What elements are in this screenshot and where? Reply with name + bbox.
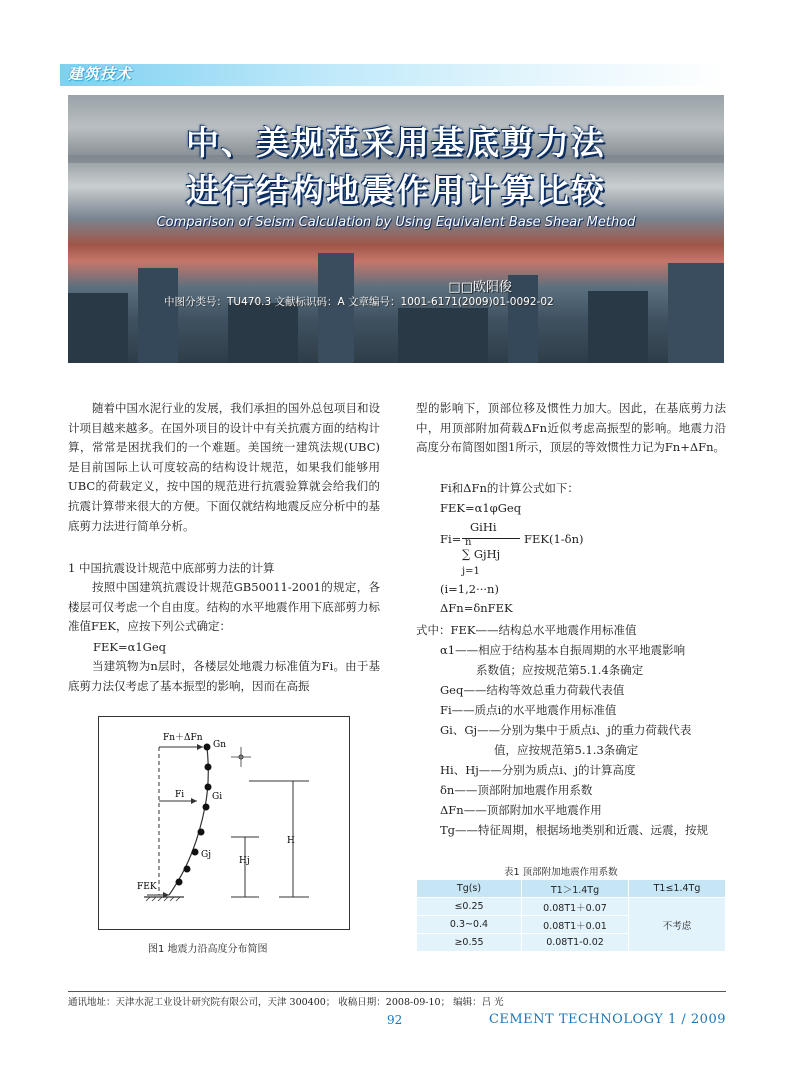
skyline-building bbox=[588, 291, 648, 363]
definition-line: Hi、Hj——分别为质点i、j的计算高度 bbox=[440, 763, 636, 777]
eq-fi-denominator: ∑ GjHj bbox=[462, 547, 501, 561]
formula-intro: Fi和ΔFn的计算公式如下： bbox=[440, 481, 579, 495]
intro-paragraph: 随着中国水泥行业的发展，我们承担的国外总包项目和设计项目越来越多。在国外项目的设计中有关抗震方面的结构计算，常常是困扰我们的一个难题。美国统一建筑法规(UBC)是目前国际上认可度较高的结构设计规范，如果我们能够用UBC的荷载定义，按中国的规范进行抗震验算就会给我们的抗震计算带来很大的方便。下面仅就结构地震反应分析中的基底剪力法进行简单分析。 bbox=[68, 401, 380, 533]
eq-fi-sum-top: n bbox=[465, 537, 472, 548]
classification-line: 中图分类号：TU470.3 文献标识码：A 文章编号：1001-6171(2009)01-0092-02 bbox=[164, 296, 554, 308]
label-fek: FEK bbox=[137, 882, 157, 892]
figure-frame bbox=[98, 716, 350, 930]
table-row bbox=[417, 898, 726, 916]
definition-line: 系数值；应按规范第5.1.4条确定 bbox=[476, 663, 644, 677]
eq-fi-numerator: GiHi bbox=[470, 520, 497, 534]
equation-fek: FEK=α1Geq bbox=[93, 640, 167, 654]
header-bar bbox=[60, 64, 726, 86]
body-paragraph: 按照中国建筑抗震设计规范GB50011-2001的规定，各楼层可仅考虑一个自由度。结构的水平地震作用下底部剪力标准值FEK，应按下列公式确定： bbox=[68, 580, 380, 634]
equation-range: (i=1,2···n) bbox=[440, 582, 499, 596]
table-cell: 0.3~0.4 bbox=[417, 916, 522, 934]
definition-line: Geq——结构等效总重力荷载代表值 bbox=[440, 683, 625, 697]
definition-line: α1——相应于结构基本自振周期的水平地震影响 bbox=[440, 643, 686, 657]
body-paragraph: 当建筑物为n层时，各楼层处地震力标准值为Fi。由于基底剪力法仅考虑了基本振型的影响，因而在高振 bbox=[68, 659, 380, 693]
definition-line: Fi——质点i的水平地震作用标准值 bbox=[440, 703, 617, 717]
figure-caption: 图1 地震力沿高度分布简图 bbox=[148, 944, 268, 955]
table-merged-cell: 不考虑 bbox=[629, 898, 726, 952]
section-heading: 1 中国抗震设计规范中底部剪力法的计算 bbox=[68, 561, 275, 575]
footer-address: 通讯地址：天津水泥工业设计研究院有限公司，天津 300400； 收稿日期：2008-09-10； 编辑：吕 光 bbox=[68, 997, 504, 1008]
journal-name: CEMENT TECHNOLOGY 1 / 2009 bbox=[488, 1012, 726, 1027]
eq-fi-sum-bottom: j=1 bbox=[462, 566, 480, 577]
force-distribution-diagram bbox=[99, 717, 349, 929]
definition-line: ΔFn——顶部附加水平地震作用 bbox=[440, 803, 602, 817]
table-cell: 0.08T1-0.02 bbox=[522, 934, 629, 952]
label-fn: Fn＋ΔFn bbox=[163, 733, 203, 743]
table-header-cell: Tg(s) bbox=[417, 880, 522, 898]
label-h: H bbox=[287, 836, 295, 846]
equation-dfn: ΔFn=δnFEK bbox=[440, 601, 513, 615]
skyline-building bbox=[68, 293, 128, 363]
body-paragraph: 型的影响下，顶部位移及惯性力加大。因此，在基底剪力法中，用顶部附加荷载ΔFn近似考虑高振型的影响。地震力沿高度分布简图如图1所示，顶层的等效惯性力记为Fn+ΔFn。 bbox=[416, 401, 726, 455]
definition-line: 值，应按规范第5.1.3条确定 bbox=[494, 743, 639, 757]
table-cell: 0.08T1＋0.07 bbox=[522, 898, 629, 916]
skyline-building bbox=[228, 303, 298, 363]
table-header-row bbox=[417, 880, 726, 898]
section-label: 建筑技术 bbox=[68, 65, 133, 83]
label-gi: Gi bbox=[212, 792, 223, 802]
definition-line: Tg——特征周期，根据场地类别和近震、远震，按规 bbox=[440, 823, 709, 837]
coefficient-table bbox=[416, 879, 726, 952]
skyline-building bbox=[398, 308, 488, 363]
footer-divider bbox=[68, 991, 726, 992]
english-title: Comparison of Seism Calculation by Using Equivalent Base Shear Method bbox=[156, 215, 636, 230]
skyline-building bbox=[668, 263, 724, 363]
table-cell: ≤0.25 bbox=[417, 898, 522, 916]
table-caption: 表1 顶部附加地震作用系数 bbox=[504, 867, 618, 878]
equation-fek-us: FEK=α1φGeq bbox=[440, 501, 522, 515]
title-banner bbox=[68, 95, 724, 363]
author: □□欧阳俊 bbox=[448, 280, 512, 295]
table-header-cell: T1≤1.4Tg bbox=[629, 880, 726, 898]
skyline-building bbox=[508, 275, 538, 363]
table-cell: 0.08T1＋0.01 bbox=[522, 916, 629, 934]
eq-fi-lhs: Fi= bbox=[440, 532, 462, 546]
table-cell: ≥0.55 bbox=[417, 934, 522, 952]
definition-line: Gi、Gj——分别为集中于质点i、j的重力荷载代表 bbox=[440, 723, 692, 737]
label-gn: Gn bbox=[213, 740, 226, 750]
label-hj: Hj bbox=[239, 856, 250, 866]
definition-line: δn——顶部附加地震作用系数 bbox=[440, 783, 593, 797]
page-number: 92 bbox=[387, 1013, 403, 1027]
eq-fi-rhs: FEK(1-δn) bbox=[524, 532, 584, 546]
label-fi: Fi bbox=[175, 790, 185, 800]
table-header-cell: T1＞1.4Tg bbox=[522, 880, 629, 898]
label-gj: Gj bbox=[201, 850, 211, 860]
skyline-building bbox=[138, 268, 178, 363]
definition-line: 式中：FEK——结构总水平地震作用标准值 bbox=[416, 623, 637, 637]
title-line-2: 进行结构地震作用计算比较 bbox=[186, 171, 606, 210]
title-line-1: 中、美规范采用基底剪力法 bbox=[186, 123, 606, 162]
